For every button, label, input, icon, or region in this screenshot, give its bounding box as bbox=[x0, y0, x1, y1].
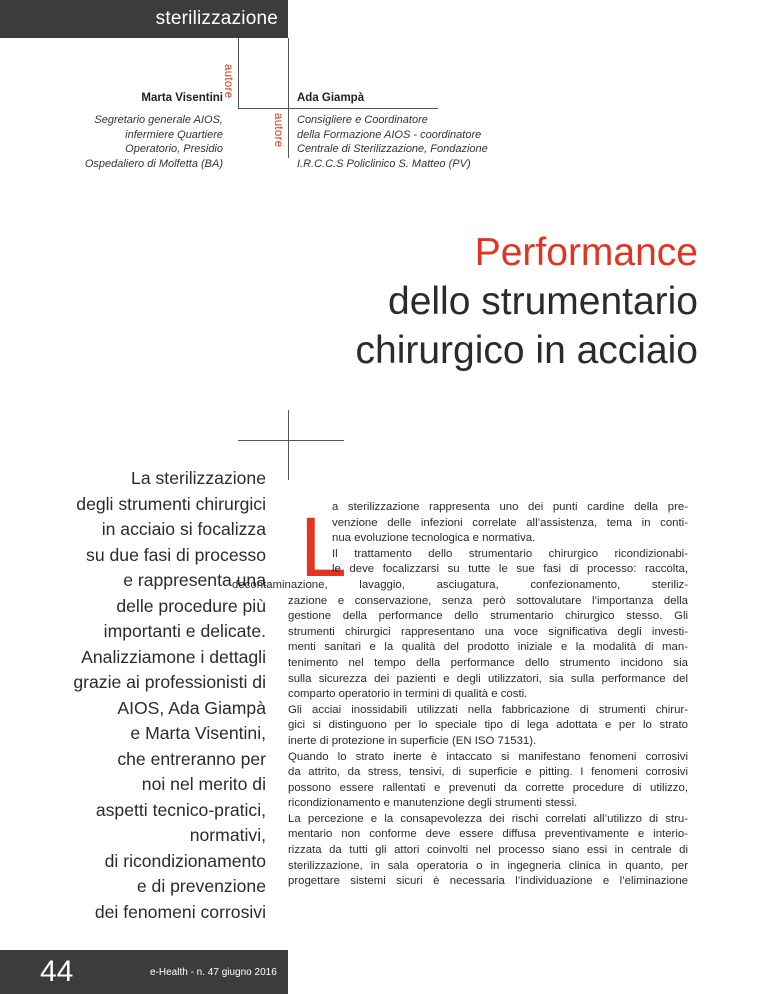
body-line: rizzata da tutti gli attori coinvolti nel processo siano essi in centrale di bbox=[288, 844, 688, 857]
body-line: da attrito, da stress, tensivi, di superficie e pitting. I fenomeni corrosivi bbox=[288, 766, 688, 779]
body-line: gici si distinguono per lo speciale tipo di lega adottata e per lo strato bbox=[288, 719, 688, 732]
title-line-2: dello strumentario bbox=[388, 280, 698, 323]
body-line: nua evoluzione tecnologica e normativa. bbox=[332, 532, 536, 545]
body-line: progettare sistemi sicuri è necessaria l’individuazione e l’eliminazione bbox=[288, 875, 688, 888]
body-line: possono essere rallentati e prevenuti da corrette procedure di utilizzo, bbox=[288, 781, 688, 794]
lower-rule bbox=[238, 440, 344, 441]
body-line: mentario non conforme deve essere diffusa preventivamente e interio- bbox=[288, 828, 688, 841]
body-line: menti sanitari e la qualità del prodotto iniziale e la modalità di man- bbox=[288, 641, 688, 654]
author-label-right: autore bbox=[272, 113, 284, 148]
lower-divider bbox=[288, 410, 289, 480]
body-line: strumenti chirurgici rappresentano una voce significativa degli investi- bbox=[288, 625, 688, 638]
body-line: sulla sicurezza dei pazienti e degli utilizzatori, sia sulla performance del bbox=[288, 672, 688, 685]
body-line: gestione della performance dello strumentario chirurgico stesso. Gli bbox=[288, 610, 688, 623]
drop-cap: L bbox=[300, 500, 347, 594]
body-text bbox=[232, 500, 688, 890]
left-divider bbox=[238, 38, 239, 108]
title-line-1: Performance bbox=[474, 231, 698, 274]
body-line: tenimento nel tempo della performance dello strumento incidono sia bbox=[288, 656, 688, 669]
section-tag: sterilizzazione bbox=[0, 0, 288, 38]
body-line: comparto operatorio in termini di qualità e costi. bbox=[288, 688, 528, 701]
body-line: a sterilizzazione rappresenta uno dei punti cardine della pre- bbox=[332, 501, 688, 513]
author-name-right: Ada Giampà bbox=[297, 92, 365, 104]
body-line: inerte di protezione in superficie (EN ISO 71531). bbox=[288, 734, 537, 747]
body-line: La percezione e la consapevolezza dei rischi correlati all’utilizzo di stru- bbox=[288, 812, 688, 825]
author-label-left: autore bbox=[222, 64, 234, 99]
body-line: Quando lo strato inerte è intaccato si manifestano fenomeni corrosivi bbox=[288, 750, 688, 763]
body-line: decontaminazione, lavaggio, asciugatura, confezionamento, steriliz- bbox=[232, 578, 688, 591]
body-line: Gli acciai inossidabili utilizzati nella fabbricazione di strumenti chirur- bbox=[288, 703, 688, 716]
center-divider bbox=[288, 38, 289, 158]
page-number: 44 bbox=[40, 955, 74, 988]
author-name-left: Marta Visentini bbox=[141, 92, 223, 104]
title-line-3: chirurgico in acciaio bbox=[355, 329, 698, 372]
body-line: ricondizionamento e manutenzione degli strumenti stessi. bbox=[288, 797, 578, 810]
journal-info: e-Health - n. 47 giugno 2016 bbox=[150, 967, 277, 978]
lead-paragraph: La sterilizzazione degli strumenti chirurgici in acciaio si focalizza su due fasi di processo e rappresenta una delle procedure più importanti e delicate. Analizziamone i dettagli grazie ai professionisti di AIOS, Ada Giampà e Marta Visentini, che entreranno per noi nel merito di aspetti tecnico-pratici, normativi, di ricondizionamento e di prevenzione dei fenomeni corrosivi bbox=[73, 468, 266, 922]
body-line: Il trattamento dello strumentario chirurgico ricondizionabi- bbox=[332, 547, 688, 560]
body-line: le deve focalizzarsi su tutte le sue fasi di processo: raccolta, bbox=[332, 563, 688, 576]
author-rule bbox=[238, 108, 438, 109]
author-desc-right: Consigliere e Coordinatore della Formazione AIOS - coordinatore Centrale di Sterilizzazione, Fondazione I.R.C.C.S Policlinico S. Matteo (PV) bbox=[297, 114, 488, 170]
body-line: sterilizzazione, in sala operatoria o in ingegneria clinica in quanto, per bbox=[288, 859, 688, 872]
body-line: venzione delle infezioni correlate all’assistenza, tema in conti- bbox=[332, 516, 688, 529]
body-line: zazione e conservazione, senza però sottovalutare l’importanza della bbox=[288, 594, 688, 607]
author-desc-left: Segretario generale AIOS, infermiere Quartiere Operatorio, Presidio Ospedaliero di Molfetta (BA) bbox=[84, 114, 223, 170]
